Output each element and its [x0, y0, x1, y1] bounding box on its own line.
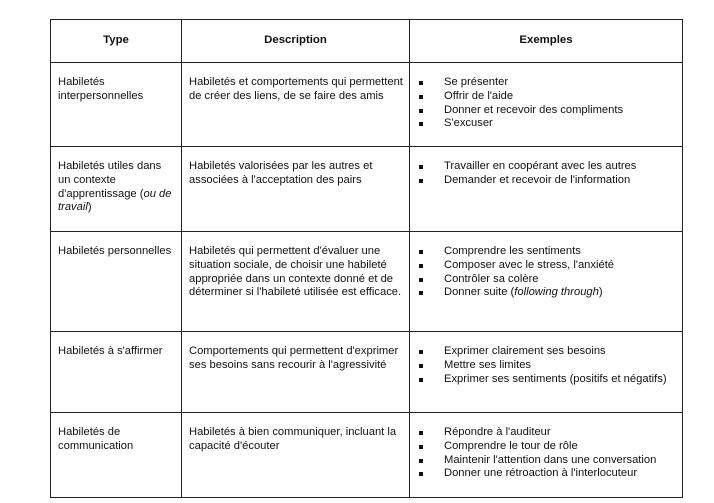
type-text — [51, 332, 181, 365]
description-cell — [182, 63, 410, 147]
skills-table — [50, 19, 683, 498]
type-cell — [51, 332, 182, 413]
description-text — [182, 232, 409, 306]
square-bullet-icon — [419, 278, 423, 282]
list-item — [417, 440, 676, 454]
examples-list — [417, 245, 676, 300]
description-text — [182, 332, 409, 379]
text-segment: Donner suite ( — [444, 286, 515, 299]
square-bullet-icon — [419, 350, 423, 354]
list-item — [417, 426, 676, 440]
examples-list — [417, 76, 676, 131]
header-examples: Exemples — [410, 20, 683, 63]
description-text — [182, 63, 409, 110]
square-bullet-icon — [419, 472, 423, 476]
table-row — [51, 413, 683, 498]
text-segment: ) — [87, 201, 92, 214]
list-item — [417, 286, 676, 300]
text-segment: Se présenter — [444, 76, 509, 88]
text-segment: Habiletés utiles dans un contexte d'apprentissage ( — [58, 160, 162, 200]
text-segment: Habiletés interpersonnelles — [58, 76, 144, 102]
text-segment: Habiletés et comportements qui permettent de créer des liens, de se faire des amis — [189, 76, 403, 102]
type-text — [51, 63, 181, 110]
examples-cell — [410, 63, 683, 147]
text-segment: Comprendre les sentiments — [444, 245, 581, 257]
examples-cell — [410, 413, 683, 498]
text-segment: Travailler en coopérant avec les autres — [444, 160, 637, 172]
square-bullet-icon — [419, 291, 423, 295]
text-segment: ) — [598, 286, 603, 299]
list-item — [417, 90, 676, 104]
description-cell — [182, 332, 410, 413]
list-item — [417, 104, 676, 118]
square-bullet-icon — [419, 179, 423, 183]
text-segment: Offrir de l'aide — [444, 89, 514, 102]
table-row — [51, 332, 683, 413]
examples-list — [417, 160, 676, 188]
text-segment: Maintenir l'attention dans une conversation — [444, 453, 657, 466]
text-segment: Exprimer clairement ses besoins — [444, 345, 606, 357]
list-item — [417, 259, 676, 273]
italic-text: following through — [514, 286, 599, 299]
examples-cell — [410, 332, 683, 413]
type-text — [51, 413, 181, 460]
type-cell — [51, 147, 182, 232]
header-type: Type — [51, 20, 182, 63]
list-item — [417, 76, 676, 90]
square-bullet-icon — [419, 459, 423, 463]
list-item — [417, 359, 676, 373]
description-text — [182, 413, 409, 460]
list-item — [417, 160, 676, 174]
text-segment: Habiletés personnelles — [58, 245, 172, 257]
text-segment: Exprimer ses sentiments (positifs et négatifs) — [444, 372, 667, 385]
table-row — [51, 232, 683, 332]
type-cell — [51, 232, 182, 332]
square-bullet-icon — [419, 95, 423, 99]
text-segment: Répondre à l'auditeur — [444, 426, 551, 438]
list-item — [417, 345, 676, 359]
text-segment: Habiletés qui permettent d'évaluer une situation sociale, de choisir une habileté appropriée dans un contexte donné et de déterminer si l'habileté utilisée est efficace. — [189, 245, 402, 299]
list-item — [417, 373, 676, 387]
text-segment: Habiletés à bien communiquer, incluant la capacité d'écouter — [189, 426, 397, 452]
table-row — [51, 63, 683, 147]
examples-cell — [410, 147, 683, 232]
type-text — [51, 232, 181, 265]
examples-list — [417, 426, 676, 481]
square-bullet-icon — [419, 109, 423, 113]
square-bullet-icon — [419, 431, 423, 435]
text-segment: Comportements qui permettent d'exprimer ses besoins sans recourir à l'agressivité — [189, 345, 399, 371]
table-row — [51, 147, 683, 232]
text-segment: Comprendre le tour de rôle — [444, 439, 578, 452]
text-segment: Habiletés valorisées par les autres et associées à l'acceptation des pairs — [189, 160, 373, 186]
list-item — [417, 273, 676, 287]
square-bullet-icon — [419, 81, 423, 85]
header-row — [51, 20, 683, 63]
square-bullet-icon — [419, 250, 423, 254]
text-segment: Donner une rétroaction à l'interlocuteur — [444, 467, 638, 480]
list-item — [417, 467, 676, 481]
type-cell — [51, 63, 182, 147]
description-text — [182, 147, 409, 194]
text-segment: Habiletés de communication — [58, 426, 134, 452]
type-text — [51, 147, 181, 221]
list-item — [417, 245, 676, 259]
list-item — [417, 174, 676, 188]
square-bullet-icon — [419, 378, 423, 382]
square-bullet-icon — [419, 165, 423, 169]
type-cell — [51, 413, 182, 498]
text-segment: Demander et recevoir de l'information — [444, 173, 631, 186]
italic-text: ou de travail — [58, 187, 172, 214]
table-body — [51, 63, 683, 498]
square-bullet-icon — [419, 445, 423, 449]
text-segment: Mettre ses limites — [444, 358, 532, 371]
text-segment: S'excuser — [444, 117, 493, 130]
text-segment: Contrôler sa colère — [444, 272, 539, 285]
description-cell — [182, 232, 410, 332]
square-bullet-icon — [419, 364, 423, 368]
list-item — [417, 454, 676, 468]
text-segment: Donner et recevoir des compliments — [444, 103, 624, 116]
text-segment: Habiletés à s'affirmer — [58, 345, 163, 357]
list-item — [417, 117, 676, 131]
description-cell — [182, 147, 410, 232]
description-cell — [182, 413, 410, 498]
examples-list — [417, 345, 676, 386]
square-bullet-icon — [419, 264, 423, 268]
square-bullet-icon — [419, 122, 423, 126]
examples-cell — [410, 232, 683, 332]
header-description: Description — [182, 20, 410, 63]
text-segment: Composer avec le stress, l'anxiété — [444, 258, 615, 271]
